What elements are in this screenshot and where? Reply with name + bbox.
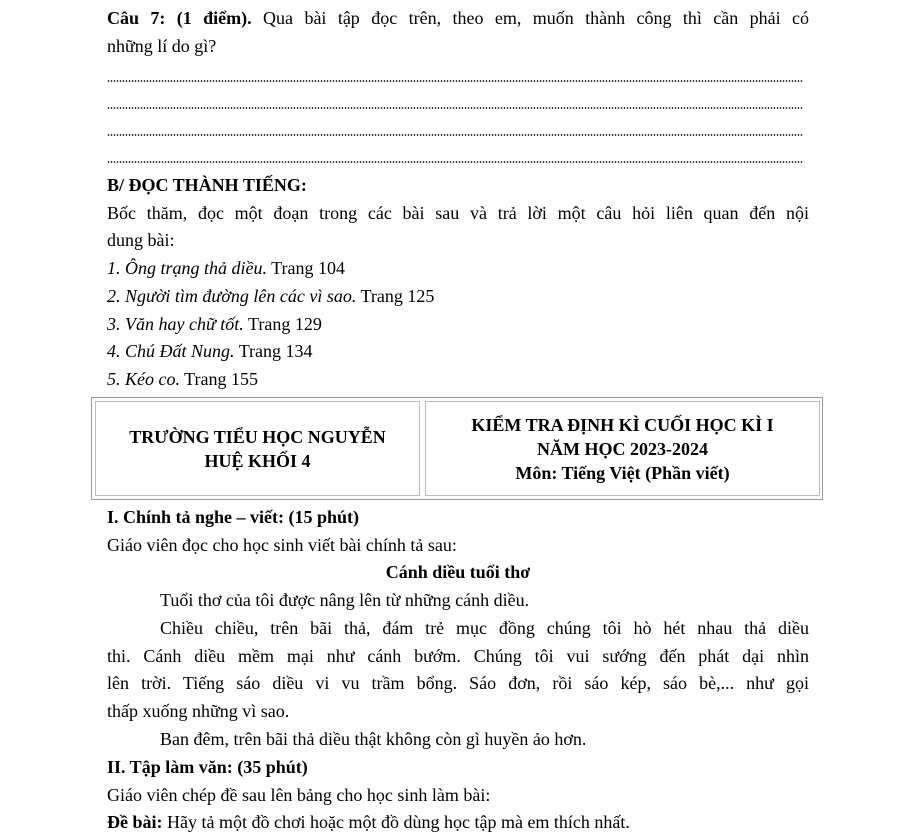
reading-item: 4. Chú Đất Nung. Trang 134 (107, 341, 313, 361)
dictation-paragraph-2-line-2: thi. Cánh diều mềm mại như cánh bướm. Chúng tôi vui sướng đến phát dại nhìn (107, 646, 809, 666)
dictation-paragraph-1: Tuổi thơ của tôi được nâng lên từ những cánh diều. (160, 590, 530, 610)
section-b-title: B/ ĐỌC THÀNH TIẾNG: (107, 175, 307, 195)
essay-topic-label: Đề bài: (107, 812, 163, 832)
section-b-intro-line-1: Bốc thăm, đọc một đoạn trong các bài sau và trả lời một câu hỏi liên quan đến nội (107, 203, 809, 223)
school-name-cell (95, 401, 420, 496)
reading-item: 1. Ông trạng thả diều. Trang 104 (107, 258, 346, 278)
dictation-title: Cánh diều tuổi thơ (385, 562, 531, 582)
question-7-label: Câu 7: (1 điểm). (107, 8, 252, 28)
school-year: NĂM HỌC 2023-2024 (537, 438, 708, 459)
answer-dotted-line (107, 134, 803, 136)
answer-dotted-line (107, 80, 803, 82)
exam-title-cell (425, 401, 820, 496)
essay-topic: Đề bài: Hãy tả một đồ chơi hoặc một đồ dùng học tập mà em thích nhất. (107, 812, 630, 832)
dictation-paragraph-2-line-4: thấp xuống những vì sao. (107, 701, 290, 721)
exam-header-table (91, 397, 823, 500)
question-7-line-1: Câu 7: (1 điểm). Qua bài tập đọc trên, theo em, muốn thành công thì cần phải có (107, 8, 809, 28)
part-2-instruction: Giáo viên chép đề sau lên bảng cho học sinh làm bài: (107, 785, 491, 805)
answer-dotted-line (107, 161, 803, 163)
school-name-line-2: HUỆ KHỐI 4 (204, 450, 311, 471)
question-7-line-2: những lí do gì? (107, 36, 217, 56)
exam-subject: Môn: Tiếng Việt (Phần viết) (515, 462, 730, 483)
reading-item: 5. Kéo co. Trang 155 (107, 369, 259, 389)
reading-item: 3. Văn hay chữ tốt. Trang 129 (107, 314, 322, 334)
dictation-paragraph-2-line-1: Chiều chiều, trên bãi thả, đám trẻ mục đồng chúng tôi hò hét nhau thả diều (160, 618, 809, 638)
answer-dotted-line (107, 107, 803, 109)
dictation-paragraph-3: Ban đêm, trên bãi thả diều thật không còn gì huyền ảo hơn. (160, 729, 587, 749)
school-name-line-1: TRƯỜNG TIỂU HỌC NGUYỄN (129, 426, 386, 447)
part-1-instruction: Giáo viên đọc cho học sinh viết bài chính tả sau: (107, 535, 457, 555)
part-2-title: II. Tập làm văn: (35 phút) (107, 757, 308, 777)
section-b-intro-line-2: dung bài: (107, 230, 175, 250)
reading-item: 2. Người tìm đường lên các vì sao. Trang 125 (107, 286, 435, 306)
part-1-title: I. Chính tả nghe – viết: (15 phút) (107, 507, 360, 527)
exam-title: KIỂM TRA ĐỊNH KÌ CUỐI HỌC KÌ I (471, 414, 774, 435)
dictation-paragraph-2-line-3: lên trời. Tiếng sáo diều vi vu trầm bổng. Sáo đơn, rồi sáo kép, sáo bè,... như gọi (107, 673, 809, 693)
